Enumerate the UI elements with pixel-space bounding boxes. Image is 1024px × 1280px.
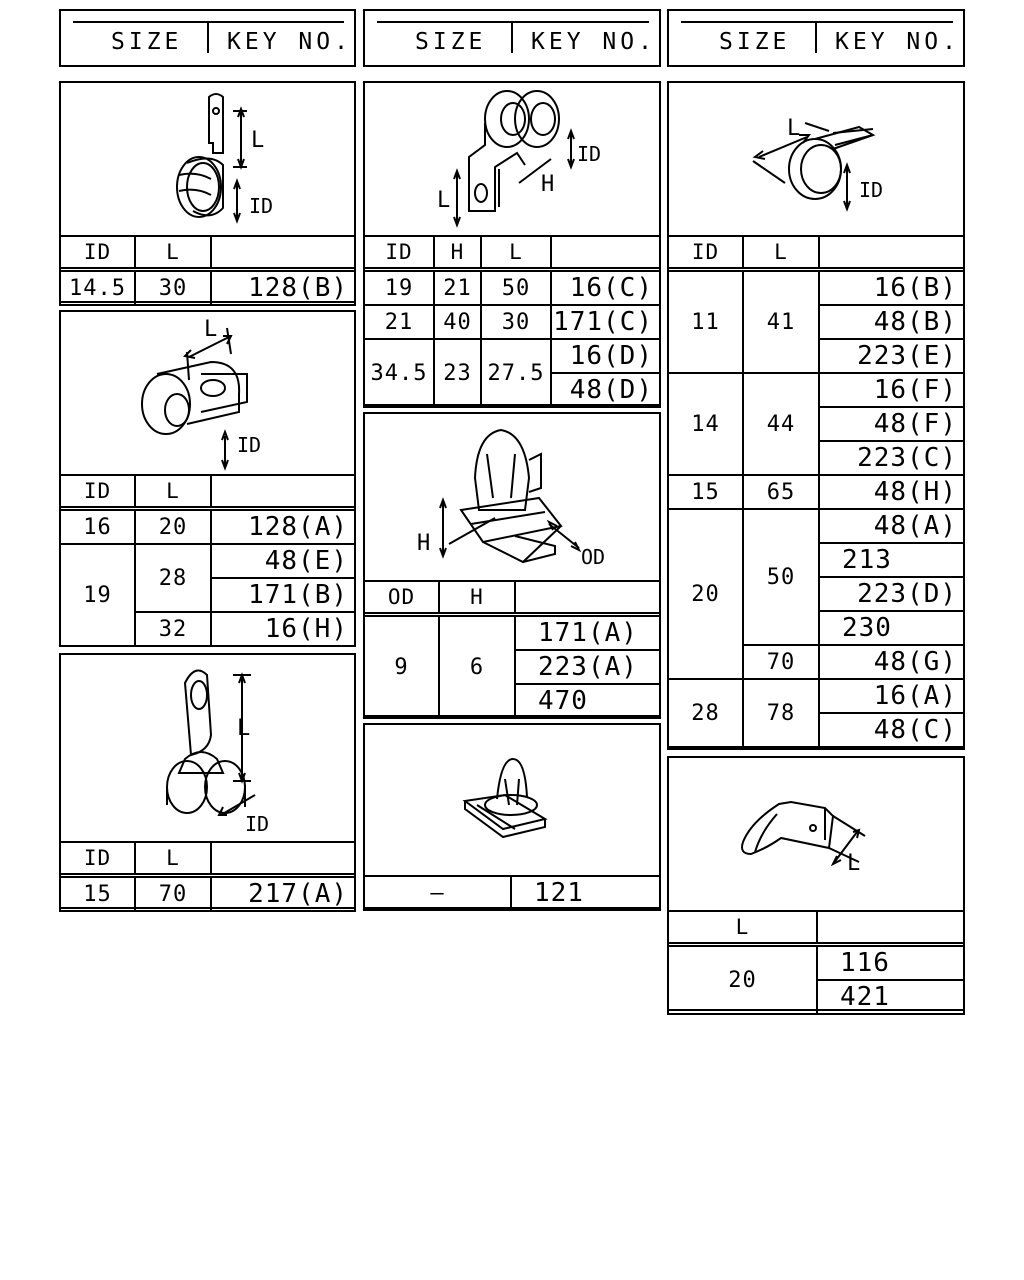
cell-l: 41: [743, 270, 819, 374]
cell-l: 65: [743, 475, 819, 509]
dim-label-ID: ID: [859, 178, 884, 202]
col-header-key: [211, 236, 355, 270]
cell-id: 16: [60, 509, 135, 545]
col-header-id: ID: [60, 842, 135, 876]
tube-clip-figure: [61, 312, 354, 474]
cell-l: 50: [481, 270, 551, 306]
dim-label-OD: OD: [581, 545, 606, 569]
col-header-l: L: [743, 236, 819, 270]
bracket-clamp-figure: [365, 83, 659, 235]
cell-l: 28: [135, 544, 211, 612]
clip-panel-push-clip: [363, 412, 661, 717]
size-table: [363, 235, 661, 408]
cell-l: 20: [668, 945, 817, 1015]
hook-clip-figure: [669, 758, 963, 910]
cell-key-no[interactable]: 223(E): [819, 339, 964, 373]
col-header-l: L: [135, 475, 211, 509]
dim-label-ID: ID: [577, 142, 602, 166]
size-label: SIZE: [719, 29, 791, 55]
col-header-id: ID: [668, 236, 743, 270]
cell-l: 20: [135, 509, 211, 545]
cell-id: 14: [668, 373, 743, 475]
cell-l: 30: [135, 270, 211, 306]
cell-key-no[interactable]: 470: [515, 684, 660, 718]
cell-key-no[interactable]: 16(H): [211, 612, 355, 646]
dim-label-L: L: [251, 128, 265, 153]
cell-h: 40: [434, 305, 481, 339]
band-clamp-figure: [669, 83, 963, 235]
cell-size-dash: —: [364, 876, 511, 910]
cell-l: 30: [481, 305, 551, 339]
cell-key-no[interactable]: 48(B): [819, 305, 964, 339]
cell-key-no[interactable]: 223(A): [515, 650, 660, 684]
cell-id: 14.5: [60, 270, 135, 306]
size-label: SIZE: [415, 29, 487, 55]
cell-key-no[interactable]: 48(C): [819, 713, 964, 747]
cell-h: 21: [434, 270, 481, 306]
col-header-key: [211, 842, 355, 876]
cell-key-no[interactable]: 223(C): [819, 441, 964, 475]
dim-label-H: H: [541, 172, 555, 197]
col-header-h: H: [434, 236, 481, 270]
size-table: [363, 580, 661, 719]
dim-label-L: L: [237, 716, 251, 741]
cell-id: 34.5: [364, 339, 434, 407]
clip-panel-hook-clip: [667, 756, 965, 1011]
cell-id: 15: [60, 876, 135, 912]
clip-panel-band-clamp: [667, 81, 965, 750]
cell-id: 19: [364, 270, 434, 306]
cell-id: 20: [668, 509, 743, 679]
cell-key-no[interactable]: 16(A): [819, 679, 964, 713]
cell-key-no[interactable]: 48(H): [819, 475, 964, 509]
cell-id: 11: [668, 270, 743, 374]
dim-label-L: L: [204, 317, 218, 342]
cell-id: 15: [668, 475, 743, 509]
col-header-id: ID: [364, 236, 434, 270]
cell-key-no[interactable]: 48(D): [551, 373, 660, 407]
cell-key-no[interactable]: 16(D): [551, 339, 660, 373]
cell-key-no[interactable]: 213: [819, 543, 964, 577]
cell-key-no[interactable]: 128(B): [211, 270, 355, 306]
col-header-l: L: [135, 842, 211, 876]
cell-key-no[interactable]: 48(F): [819, 407, 964, 441]
size-table: [667, 910, 965, 1015]
dim-label-ID: ID: [245, 812, 270, 836]
cell-key-no[interactable]: 16(B): [819, 270, 964, 306]
dim-label-L: L: [847, 851, 861, 876]
cell-key-no[interactable]: 48(A): [819, 509, 964, 543]
dim-label-L: L: [787, 116, 801, 141]
cell-l: 70: [135, 876, 211, 912]
cell-h: 23: [434, 339, 481, 407]
cell-id: 21: [364, 305, 434, 339]
push-clip-figure: [365, 414, 659, 580]
col-header-key: [551, 236, 660, 270]
cell-key-no[interactable]: 116: [817, 945, 964, 981]
col-header-od: OD: [364, 581, 439, 615]
cell-key-no[interactable]: 121: [511, 876, 660, 910]
cell-key-no[interactable]: 421: [817, 980, 964, 1014]
dim-label-ID: ID: [249, 194, 274, 218]
cell-key-no[interactable]: 223(D): [819, 577, 964, 611]
col-header-h: H: [439, 581, 515, 615]
clip-panel-rivet-clip: [363, 723, 661, 909]
cell-key-no[interactable]: 171(A): [515, 615, 660, 651]
cell-key-no[interactable]: 171(B): [211, 578, 355, 612]
loop-clip-figure: [61, 655, 354, 841]
cell-id: 28: [668, 679, 743, 747]
col-header-id: ID: [60, 236, 135, 270]
clip-panel-loop-clip: [59, 653, 356, 909]
dim-label-L: L: [437, 188, 451, 213]
cell-key-no[interactable]: 217(A): [211, 876, 355, 912]
header-box-col1: [59, 9, 356, 67]
size-table: [667, 235, 965, 748]
p-clamp-figure: [61, 83, 354, 235]
cell-l: 50: [743, 509, 819, 645]
cell-l: 78: [743, 679, 819, 747]
cell-l: 44: [743, 373, 819, 475]
cell-key-no[interactable]: 230: [819, 611, 964, 645]
clip-panel-bracket-clamp: [363, 81, 661, 406]
header-box-col3: [667, 9, 965, 67]
clip-panel-p-clamp: [59, 81, 356, 303]
col-header-l: L: [481, 236, 551, 270]
cell-key-no[interactable]: 171(C): [551, 305, 660, 339]
clip-panel-tube-clip: [59, 310, 356, 647]
dim-label-H: H: [417, 531, 431, 556]
cell-l: 32: [135, 612, 211, 646]
col-header-l: L: [135, 236, 211, 270]
col-header-key: [817, 911, 964, 945]
col-header-l: L: [668, 911, 817, 945]
col-header-key: [211, 475, 355, 509]
size-table: [363, 875, 661, 911]
rivet-clip-figure: [365, 725, 659, 875]
dim-label-ID: ID: [237, 433, 262, 457]
size-table: [59, 841, 356, 912]
cell-id: 19: [60, 544, 135, 646]
cell-l: 70: [743, 645, 819, 679]
header-box-col2: [363, 9, 661, 67]
cell-key-no[interactable]: 48(E): [211, 544, 355, 578]
cell-h: 6: [439, 615, 515, 719]
key-no-label: KEY NO.: [227, 29, 352, 55]
cell-key-no[interactable]: 16(C): [551, 270, 660, 306]
cell-key-no[interactable]: 48(G): [819, 645, 964, 679]
key-no-label: KEY NO.: [835, 29, 960, 55]
size-table: [59, 235, 356, 306]
size-table: [59, 474, 356, 647]
cell-key-no[interactable]: 128(A): [211, 509, 355, 545]
cell-l: 27.5: [481, 339, 551, 407]
col-header-key: [819, 236, 964, 270]
cell-key-no[interactable]: 16(F): [819, 373, 964, 407]
col-header-id: ID: [60, 475, 135, 509]
size-label: SIZE: [111, 29, 183, 55]
col-header-key: [515, 581, 660, 615]
key-no-label: KEY NO.: [531, 29, 656, 55]
cell-od: 9: [364, 615, 439, 719]
